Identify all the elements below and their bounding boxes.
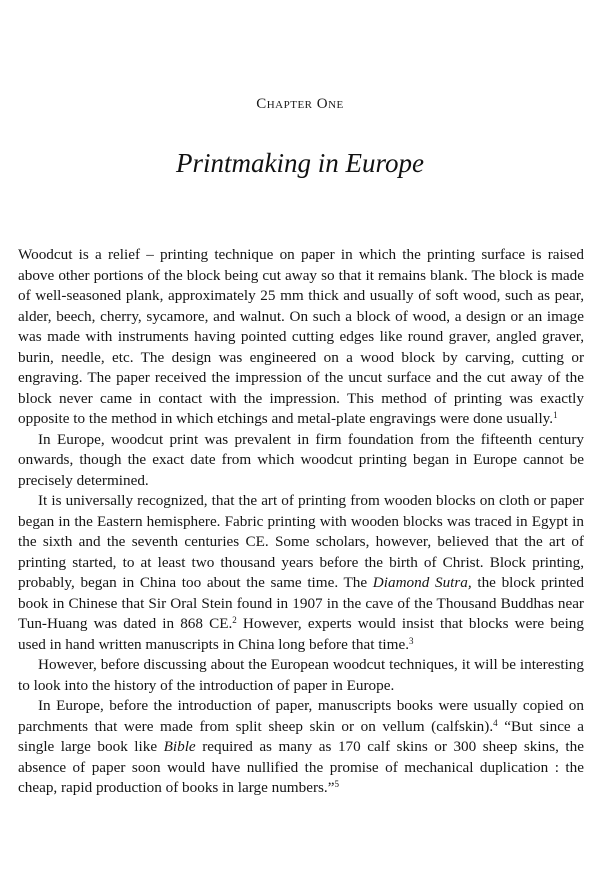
footnote-marker: 2 bbox=[232, 615, 237, 625]
body-paragraph bbox=[18, 430, 584, 492]
paragraph-text: In Europe, before the introduction of paper, manuscripts books were usually copied on parchments that were made from split sheep skin or on vellum (calfskin). bbox=[18, 697, 584, 735]
body-paragraph bbox=[18, 245, 584, 430]
italic-title: Bible bbox=[163, 738, 196, 755]
paragraph-text: It is universally recognized, that the art of printing from wooden blocks on cloth or paper began in the Eastern hemisphere. Fabric printing with wooden blocks was traced in Egypt in the sixth and the seventh centuries CE. Some scholars, however, believed that the art of printing started, to at least two thousand years before the birth of Christ. Block printing, probably, began in China too about the same time. The bbox=[18, 492, 584, 591]
footnote-marker: 5 bbox=[334, 779, 339, 789]
chapter-label: Chapter One bbox=[256, 96, 344, 112]
paragraph-text: “But since a single large book like bbox=[18, 717, 584, 755]
body-paragraph bbox=[18, 491, 584, 655]
paragraph-text: Woodcut is a relief – printing technique on paper in which the printing surface is raised above other portions of the block being cut away so that it remains blank. The block is made of well-seasoned plank, approximately 25 mm thick and usually of soft wood, such as pear, alder, beech, cherry, sycamore, and walnut. On such a block of wood, a design or an image was made with instruments having pointed cutting edges like round graver, angled graver, burin, needle, etc. The design was engineered on a wood block by carving, cutting or engraving. The paper received the impression of the uncut surface and the cut away of the block never came in contact with the impression. This method of printing was exactly opposite to the method in which etchings and metal-plate engravings were done usually. bbox=[18, 246, 584, 427]
paragraph-text: In Europe, woodcut print was prevalent in firm foundation from the fifteenth century onwards, though the exact date from which woodcut printing began in Europe cannot be precisely determined. bbox=[18, 430, 584, 489]
footnote-marker: 3 bbox=[409, 635, 414, 646]
paragraph-text: However, before discussing about the European woodcut techniques, it will be interesting to look into the history of the introduction of paper in Europe. bbox=[18, 656, 584, 694]
footnote-marker: 4 bbox=[493, 717, 498, 728]
footnote-marker: 1 bbox=[553, 410, 558, 420]
paragraph-text: required as many as 170 calf skins or 300 sheep skins, the absence of paper soon would have nullified the promise of mechanical duplication : the cheap, rapid production of books in large numbers.” bbox=[18, 738, 584, 796]
chapter-body bbox=[18, 245, 584, 799]
paragraph-text: However, experts would insist that blocks were being used in hand written manuscripts in China long before that time. bbox=[18, 615, 584, 653]
chapter-title: Printmaking in Europe bbox=[176, 148, 424, 178]
body-paragraph bbox=[18, 655, 584, 696]
paragraph-text: the block printed book in Chinese that Sir Oral Stein found in 1907 in the cave of the Thousand Buddhas near Tun-Huang was dated in 868 CE. bbox=[18, 574, 584, 632]
italic-title: Diamond Sutra, bbox=[372, 574, 472, 591]
body-paragraph bbox=[18, 696, 584, 799]
